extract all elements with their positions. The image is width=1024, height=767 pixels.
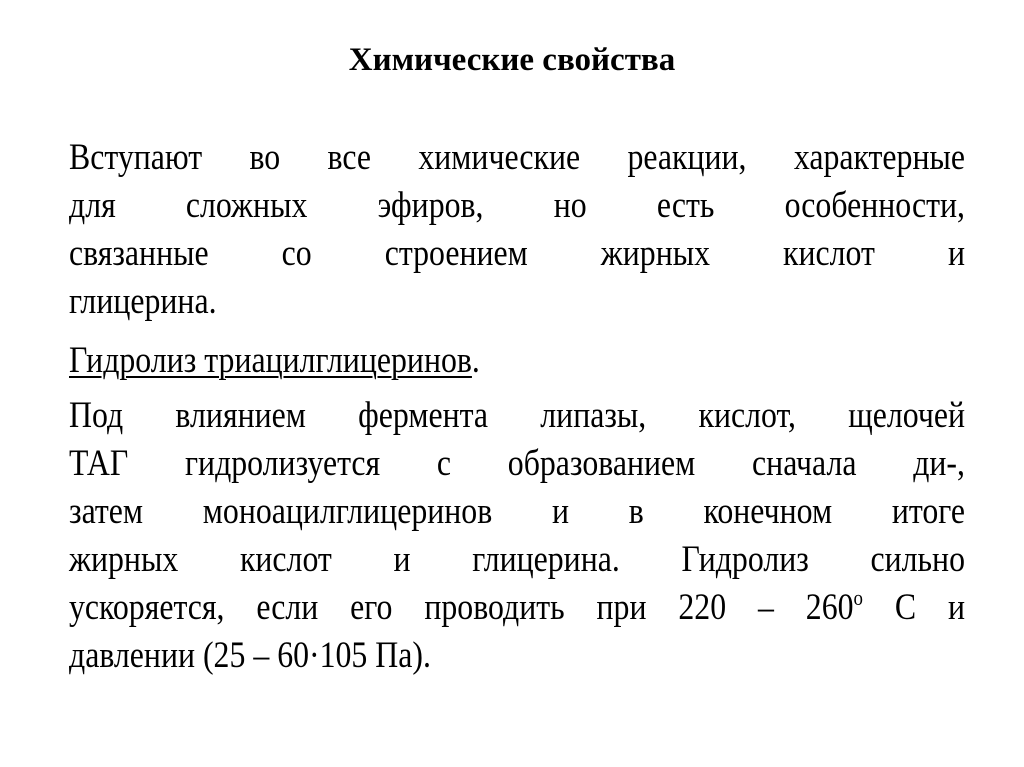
- degree-superscript: о: [853, 585, 863, 610]
- text-line: глицерина.: [69, 281, 217, 322]
- slide-title: Химические свойства: [348, 42, 676, 78]
- text-line: для сложных эфиров, но есть особенности,: [69, 185, 965, 226]
- temperature-text: ускоряется, если его проводить при 220 – 260: [69, 587, 854, 628]
- subheading-underlined: Гидролиз триацилглицеринов: [69, 340, 472, 381]
- text-line: жирных кислот и глицерина. Гидролиз сильно: [69, 539, 965, 580]
- subheading-period: .: [471, 340, 480, 381]
- text-line-temperature: [69, 584, 965, 632]
- text-line: Под влиянием фермента липазы, кислот, щелочей: [69, 395, 965, 436]
- paragraph-subheading: [69, 337, 965, 385]
- text-line: связанные со строением жирных кислот и: [69, 233, 965, 274]
- text-line: Вступают во все химические реакции, характерные: [69, 137, 965, 178]
- text-line-pressure: давлении (25 – 60·105 Па).: [69, 635, 431, 676]
- subheading-line: [69, 337, 965, 385]
- text-line: затем моноацилглицеринов и в конечном итоге: [69, 491, 965, 532]
- paragraph-intro: [69, 134, 965, 326]
- text-line: ТАГ гидролизуется с образованием сначала ди-,: [69, 443, 965, 484]
- temperature-unit-text: С и: [862, 587, 966, 628]
- paragraph-hydrolysis: [69, 392, 965, 680]
